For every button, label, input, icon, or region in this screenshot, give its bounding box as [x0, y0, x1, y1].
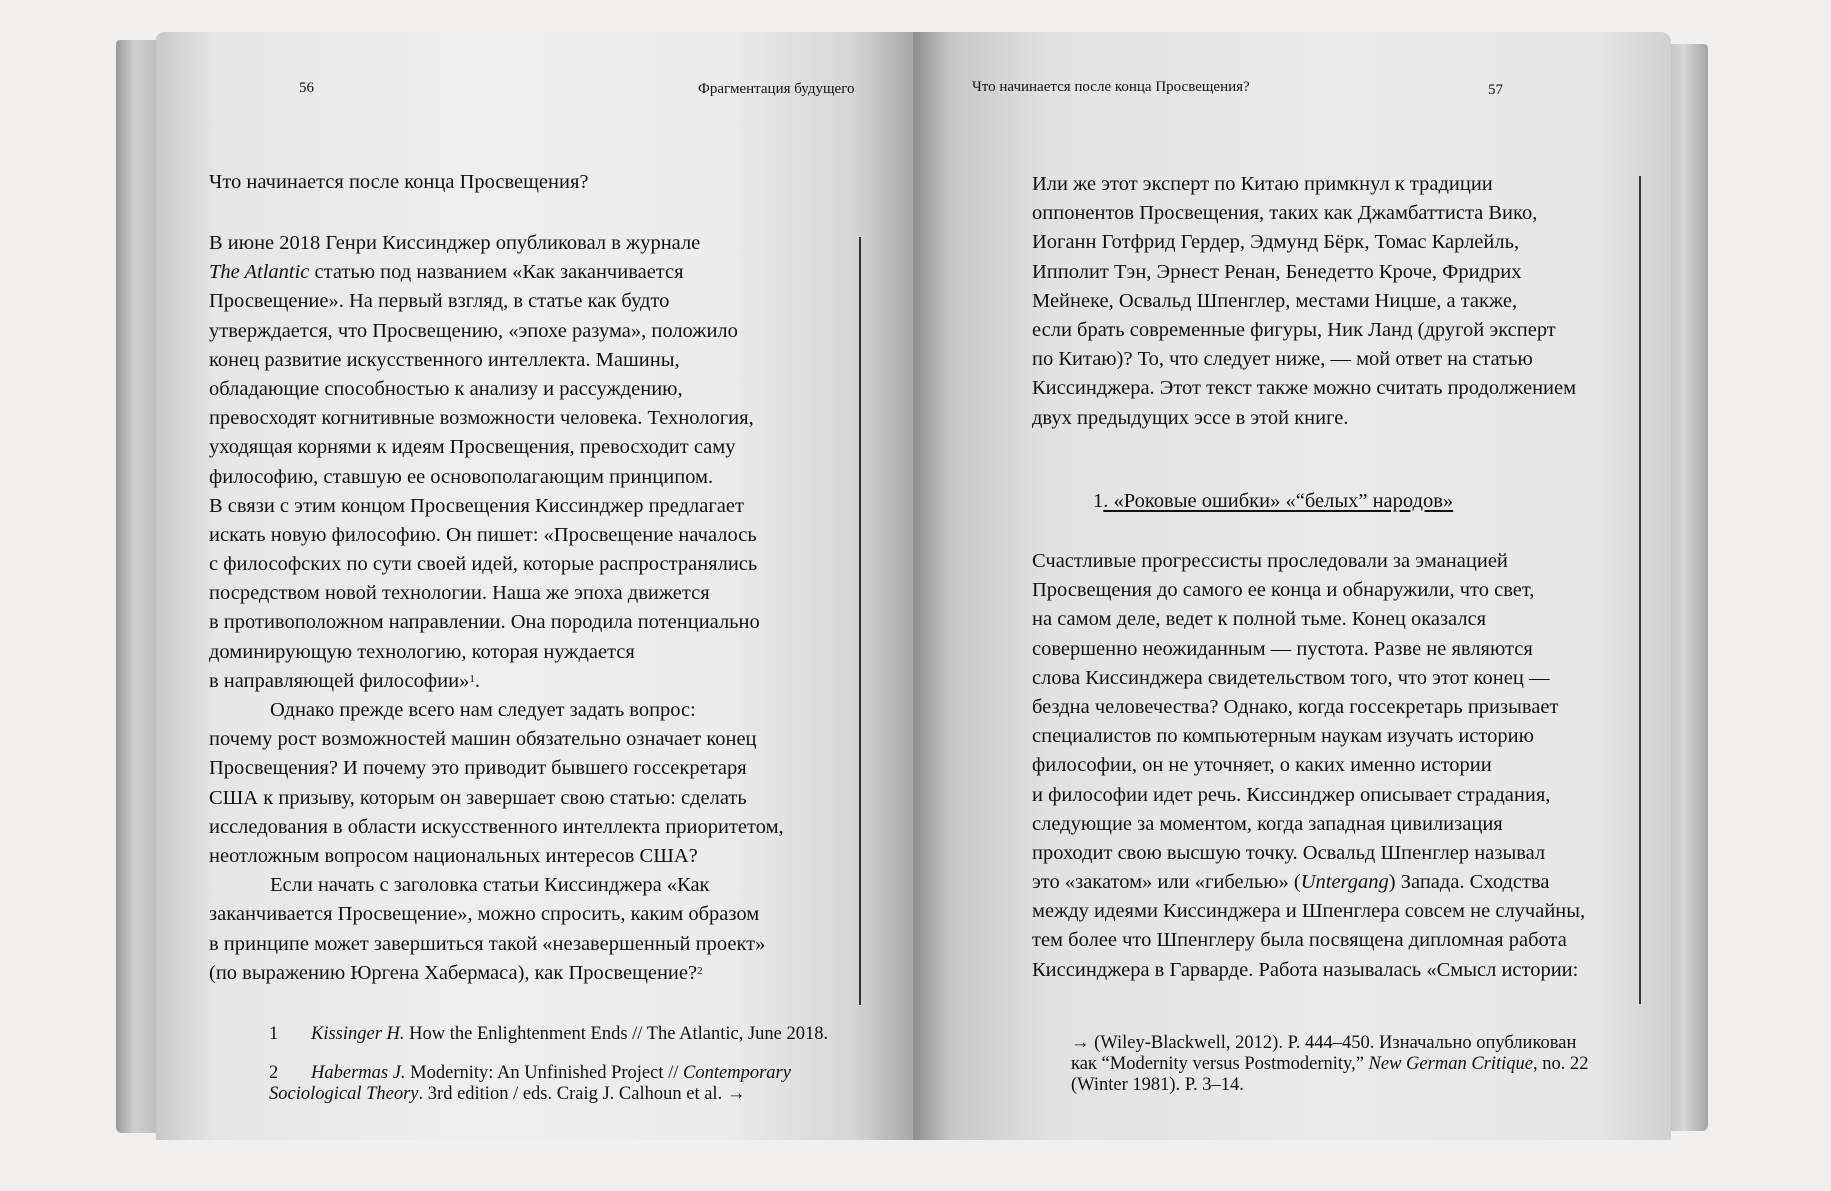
right-page [913, 32, 1671, 1140]
text-line: тем более что Шпенглеру была посвящена дипломная работа [1032, 929, 1567, 952]
running-title: Фрагментация будущего [698, 81, 855, 97]
footnote-text: How the Enlightenment Ends // The Atlantic, June 2018. [404, 1024, 829, 1044]
text-line: превосходят когнитивные возможности человека. Технология, [209, 407, 754, 430]
footnote-author: Habermas J. [311, 1063, 406, 1083]
text-line: философию, ставшую ее основополагающим принципом. [209, 465, 714, 488]
running-title: Что начинается после конца Просвещения? [972, 79, 1250, 95]
footnote-2 [269, 1063, 791, 1105]
text-line: почему рост возможностей машин обязательно означает конец [209, 728, 757, 751]
text-line: заканчивается Просвещение», можно спросить, каким образом [209, 903, 760, 926]
text-line: посредством новой технологии. Наша же эпоха движется [209, 582, 710, 605]
body-text [209, 229, 784, 988]
text-line: если брать современные фигуры, Ник Ланд (другой эксперт [1032, 318, 1556, 341]
text-line: Если начать с заголовка статьи Киссинджера «Как [270, 874, 710, 897]
text-line: В связи с этим концом Просвещения Киссинджер предлагает [209, 494, 744, 517]
text-line: Счастливые прогрессисты проследовали за эманацией [1032, 550, 1508, 572]
left-page [156, 32, 913, 1140]
text-line: в принципе может завершиться такой «незавершенный проект» [209, 932, 766, 955]
text-line: обладающие способностью к анализу и рассуждению, [209, 377, 683, 400]
text-line: специалистов по компьютерным наукам изучать историю [1032, 725, 1534, 748]
text-line: (по выражению Юргена Хабермаса), как Просвещение?$^2$ [209, 961, 703, 984]
footnote-author: Kissinger H. [311, 1024, 405, 1044]
text-line: В июне 2018 Генри Киссинджер опубликовал в журнале [209, 232, 701, 254]
text-line: искать новую философию. Он пишет: «Просвещение началось [209, 523, 757, 546]
text-line: философии, он не уточняет, о каких именно истории [1032, 754, 1492, 777]
text-line: Ипполит Тэн, Эрнест Ренан, Бенедетто Кроче, Фридрих [1032, 260, 1522, 283]
text-line: оппонентов Просвещения, таких как Джамбаттиста Вико, [1032, 202, 1538, 225]
text-line: Иоганн Готфрид Гердер, Эдмунд Бёрк, Томас Карлейль, [1032, 231, 1520, 254]
text-line: это «закатом» или «гибелью» (Untergang) Запада. Сходства [1032, 871, 1550, 894]
page-number: 57 [1488, 82, 1503, 98]
text-line: в противоположном направлении. Она породила потенциально [209, 611, 760, 634]
text-line: между идеями Киссинджера и Шпенглера совсем не случайны, [1032, 900, 1586, 923]
text-line: проходит свою высшую точку. Освальд Шпенглер называл [1032, 841, 1546, 864]
text-line: слова Киссинджера свидетельством того, что этот конец — [1032, 666, 1550, 689]
text-line: уходящая корнями к идеям Просвещения, превосходит саму [209, 436, 736, 459]
text-line: Мейнеке, Освальд Шпенглер, местами Ницше, а также, [1032, 289, 1518, 312]
text-line: Просвещения? И почему это приводит бывшего госсекретаря [209, 757, 747, 780]
footnote-continued: → (Wiley-Blackwell, 2012). P. 444–450. Изначально опубликован как “Modernity versus Postmodernity,” New German Critique, no. 22 (Winter 1981). P. 3–14. [1071, 1033, 1589, 1095]
footnote-journal: Contemporary [683, 1063, 791, 1083]
text-line: в направляющей философии»$^1$. [209, 669, 480, 692]
text-line: с философских по сути своей идей, которые распространялись [209, 553, 758, 576]
footnote-1 [269, 1024, 828, 1045]
text-line: США к призыву, которым он завершает свою статью: сделать [209, 786, 747, 809]
body-text [1032, 547, 1585, 985]
footnote-number: 2 [269, 1063, 279, 1083]
footnote-number: 1 [269, 1024, 279, 1044]
text-line: по Китаю)? То, что следует ниже, — мой ответ на статью [1032, 348, 1533, 371]
text-line: доминирующую технологию, которая нуждается [209, 640, 635, 663]
text-line: Киссинджера. Этот текст также можно считать продолжением [1032, 377, 1577, 400]
body-text [1032, 170, 1576, 433]
text-line: утверждается, что Просвещению, «эпохе разума», положило [209, 319, 738, 342]
text-line: Просвещение». На первый взгляд, в статье как будто [209, 290, 670, 313]
section-heading: 1. «Роковые ошибки» «“белых” народов» [1093, 490, 1454, 512]
text-line: Просвещения до самого ее конца и обнаружили, что свет, [1032, 579, 1535, 602]
text-line: и философии идет речь. Киссинджер описывает страдания, [1032, 783, 1551, 806]
text-line: на самом деле, ведет к полной тьме. Конец оказался [1032, 608, 1487, 631]
page-number: 56 [299, 80, 314, 96]
text-line: The Atlantic статью под названием «Как заканчивается [209, 261, 684, 284]
text-line: конец развитие искусственного интеллекта. Машины, [209, 348, 680, 371]
footnote-journal: Sociological Theory [269, 1084, 419, 1104]
text-line: исследования в области искусственного интеллекта приоритетом, [209, 815, 784, 838]
text-line: Киссинджера в Гарварде. Работа называлась «Смысл истории: [1032, 958, 1579, 981]
text-line: Или же этот эксперт по Китаю примкнул к традиции [1032, 173, 1493, 195]
text-line: неотложным вопросом национальных интересов США? [209, 844, 698, 867]
text-line: бездна человечества? Однако, когда госсекретарь призывает [1032, 695, 1559, 718]
text-line: Однако прежде всего нам следует задать вопрос: [270, 699, 696, 721]
text-line: двух предыдущих эссе в этой книге. [1032, 406, 1349, 429]
chapter-heading: Что начинается после конца Просвещения? [209, 171, 589, 193]
text-line: совершенно неожиданным — пустота. Разве не являются [1032, 637, 1533, 660]
footnote-text: . 3rd edition / eds. Craig J. Calhoun et al. → [418, 1084, 746, 1104]
margin-rule [859, 237, 861, 1005]
text-line: следующие за моментом, когда западная цивилизация [1032, 812, 1503, 835]
margin-rule [1639, 176, 1641, 1004]
footnote-text: Modernity: An Unfinished Project // [405, 1063, 684, 1083]
